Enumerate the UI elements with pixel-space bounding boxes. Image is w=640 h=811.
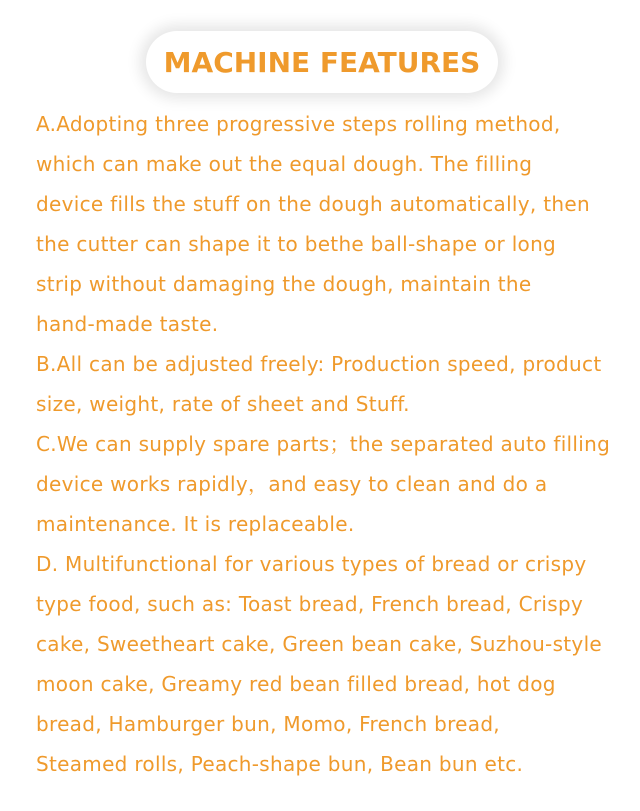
feature-line: the cutter can shape it to bethe ball-shape or long — [36, 232, 557, 256]
feature-line: moon cake, Greamy red bean filled bread, hot dog — [36, 672, 556, 696]
feature-line: cake, Sweetheart cake, Green bean cake, Suzhou-style — [36, 632, 603, 656]
feature-line: strip without damaging the dough, maintain the — [36, 272, 532, 296]
feature-line: device fills the stuff on the dough automatically, then — [36, 192, 590, 216]
feature-line: C.We can supply spare parts；the separated auto filling — [36, 432, 611, 456]
page-title: MACHINE FEATURES — [163, 45, 481, 79]
feature-line: bread, Hamburger bun, Momo, French bread, — [36, 712, 500, 736]
feature-line: B.All can be adjusted freely: Production speed, product — [36, 352, 602, 376]
features-text — [36, 104, 630, 784]
feature-line: type food, such as: Toast bread, French bread, Crispy — [36, 592, 584, 616]
feature-line: size, weight, rate of sheet and Stuff. — [36, 392, 410, 416]
feature-line: Steamed rolls, Peach-shape bun, Bean bun etc. — [36, 752, 524, 776]
feature-line: D. Multifunctional for various types of bread or crispy — [36, 552, 587, 576]
title-banner — [146, 31, 498, 93]
feature-line: which can make out the equal dough. The filling — [36, 152, 533, 176]
feature-line: device works rapidly，and easy to clean and do a — [36, 472, 548, 496]
feature-line: A.Adopting three progressive steps rolling method, — [36, 112, 561, 136]
feature-line: hand-made taste. — [36, 312, 219, 336]
feature-line: maintenance. It is replaceable. — [36, 512, 355, 536]
